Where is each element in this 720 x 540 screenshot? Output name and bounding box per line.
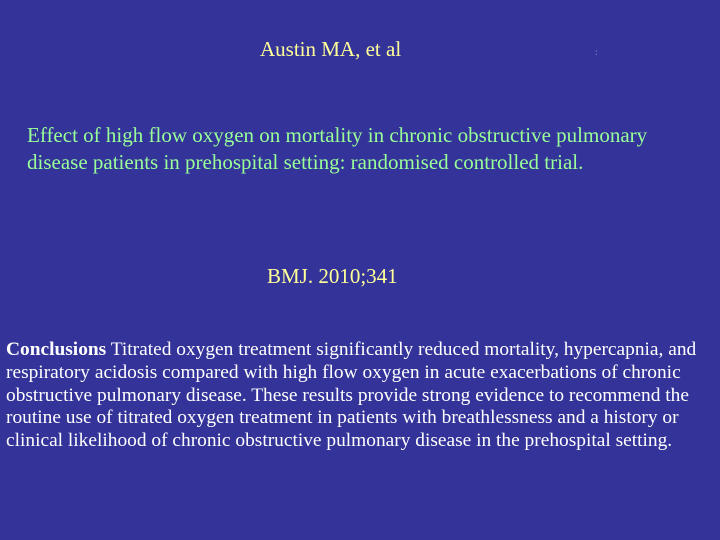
journal-citation: BMJ. 2010;341 xyxy=(267,264,398,288)
article-title: Effect of high flow oxygen on mortality in chronic obstructive pulmonary disease patients in prehospital setting: randomised controlled trial. xyxy=(27,123,648,174)
conclusions-label: Conclusions xyxy=(6,339,107,360)
conclusions-paragraph xyxy=(6,339,714,453)
corner-mark: : xyxy=(595,47,598,57)
author-line: Austin MA, et al xyxy=(260,37,402,61)
conclusions-text: Titrated oxygen treatment significantly reduced mortality, hypercapnia, and respiratory acidosis compared with high flow oxygen in acute exacerbations of chronic obstructive pulmonary disease. These results provide strong evidence to recommend the routine use of titrated oxygen treatment in patients with breathlessness and a history or clinical likelihood of chronic obstructive pulmonary disease in the prehospital setting. xyxy=(6,339,697,452)
